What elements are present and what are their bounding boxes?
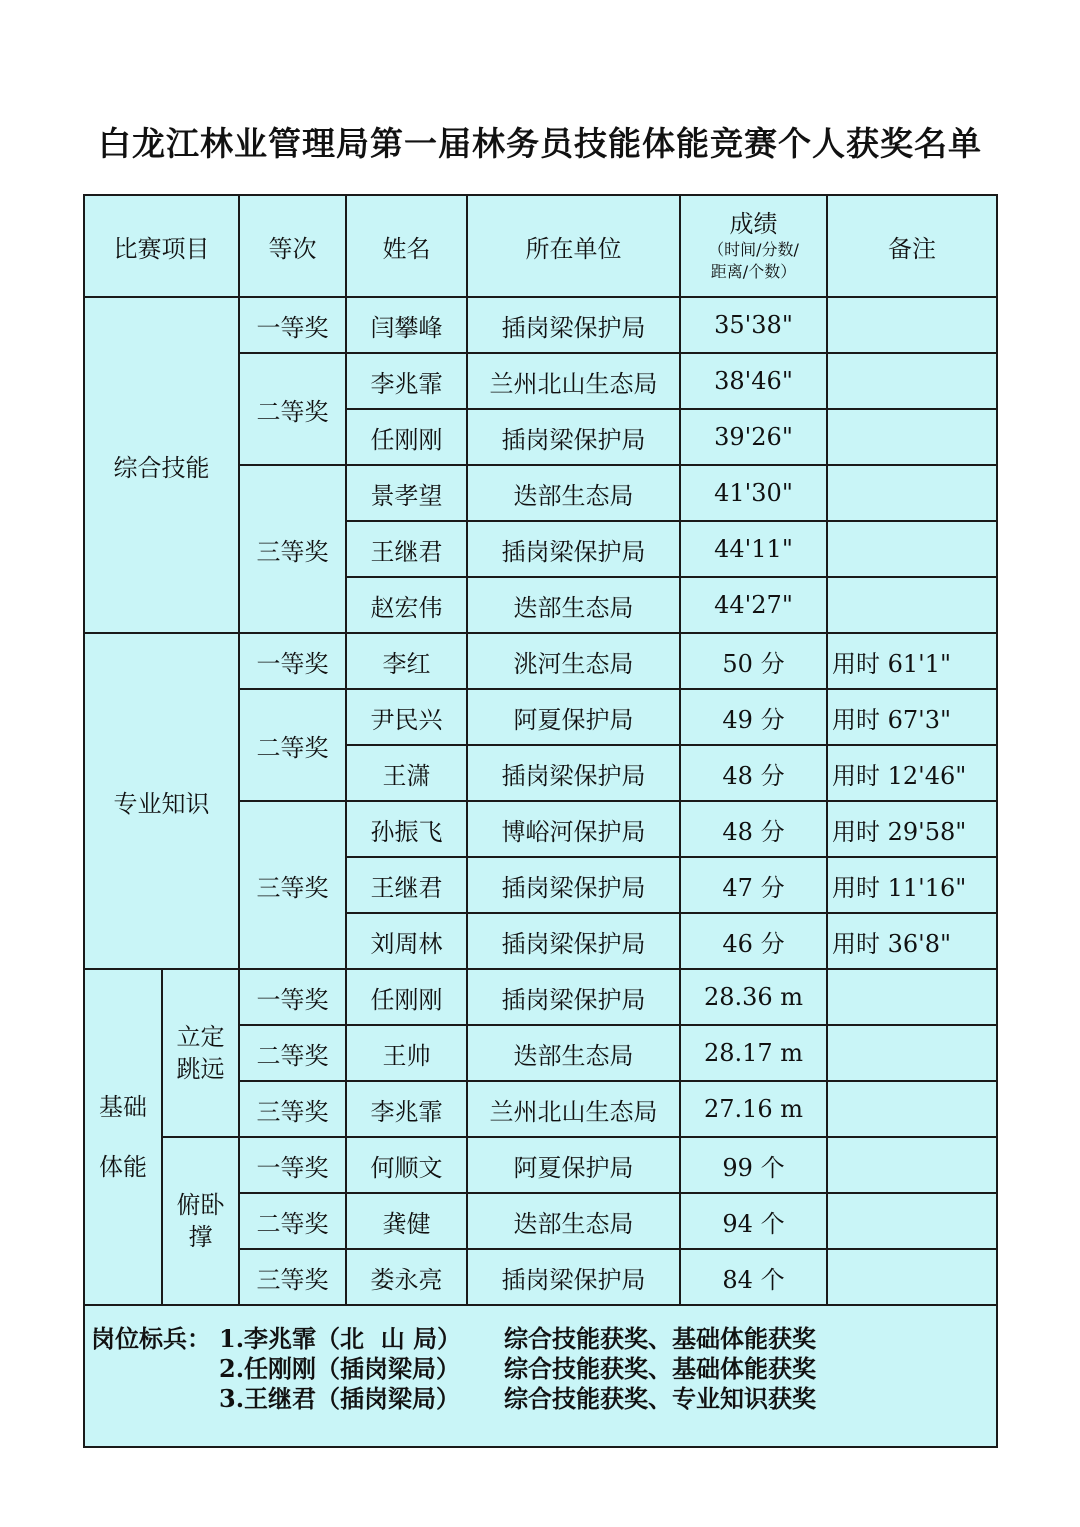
name-cell: 王帅	[346, 1025, 467, 1081]
awards-table	[83, 194, 998, 1448]
score-cell: 50 分	[680, 633, 827, 689]
note-cell: 用时 61'1"	[827, 633, 997, 689]
table-row	[84, 969, 997, 1025]
header-rank: 等次	[239, 195, 346, 297]
subcategory-long-jump-line1: 立定	[176, 1023, 225, 1051]
unit-cell: 插岗梁保护局	[467, 857, 680, 913]
page-title: 白龙江林业管理局第一届林务员技能体能竞赛个人获奖名单	[98, 124, 982, 163]
score-cell: 27.16 m	[680, 1081, 827, 1137]
footer-item-desc: 综合技能获奖、基础体能获奖	[504, 1324, 816, 1353]
footer-line	[91, 1324, 996, 1354]
category-basic-line2: 体能	[99, 1153, 147, 1181]
note-cell: 用时 36'8"	[827, 913, 997, 969]
subcategory-pushups-line2: 撑	[188, 1223, 213, 1251]
footer-item-name: 2.任刚刚（插岗梁局）	[219, 1354, 461, 1383]
header-unit: 所在单位	[467, 195, 680, 297]
name-cell: 李红	[346, 633, 467, 689]
note-cell	[827, 409, 997, 465]
table-row	[84, 633, 997, 689]
category-comprehensive: 综合技能	[84, 297, 239, 633]
score-cell: 46 分	[680, 913, 827, 969]
note-cell	[827, 465, 997, 521]
subcategory-long-jump-line2: 跳远	[176, 1055, 225, 1083]
subcategory-pushups	[162, 1137, 239, 1305]
score-cell: 49 分	[680, 689, 827, 745]
header-event: 比赛项目	[84, 195, 239, 297]
category-basic-line1: 基础	[99, 1093, 147, 1121]
unit-cell: 迭部生态局	[467, 1025, 680, 1081]
rank-cell: 三等奖	[239, 465, 346, 633]
rank-cell: 一等奖	[239, 633, 346, 689]
footer-line	[91, 1384, 996, 1414]
score-cell: 41'30"	[680, 465, 827, 521]
rank-cell: 二等奖	[239, 1025, 346, 1081]
subcategory-long-jump	[162, 969, 239, 1137]
footer-item-desc: 综合技能获奖、基础体能获奖	[504, 1354, 816, 1383]
unit-cell: 插岗梁保护局	[467, 409, 680, 465]
rank-cell: 一等奖	[239, 1137, 346, 1193]
table-row	[84, 297, 997, 353]
unit-cell: 插岗梁保护局	[467, 745, 680, 801]
header-score	[680, 195, 827, 297]
score-cell: 44'11"	[680, 521, 827, 577]
note-cell	[827, 521, 997, 577]
note-cell: 用时 29'58"	[827, 801, 997, 857]
score-cell: 28.36 m	[680, 969, 827, 1025]
footer-item-name: 1.李兆霏（北 山 局）	[219, 1324, 462, 1353]
rank-cell: 三等奖	[239, 1081, 346, 1137]
note-cell: 用时 11'16"	[827, 857, 997, 913]
name-cell: 景孝望	[346, 465, 467, 521]
footer-line	[91, 1354, 996, 1384]
note-cell	[827, 353, 997, 409]
name-cell: 何顺文	[346, 1137, 467, 1193]
score-cell: 94 个	[680, 1193, 827, 1249]
score-cell: 38'46"	[680, 353, 827, 409]
unit-cell: 迭部生态局	[467, 577, 680, 633]
footer-label: 岗位标兵：	[91, 1324, 211, 1353]
name-cell: 李兆霏	[346, 1081, 467, 1137]
unit-cell: 插岗梁保护局	[467, 521, 680, 577]
category-professional: 专业知识	[84, 633, 239, 969]
name-cell: 尹民兴	[346, 689, 467, 745]
unit-cell: 阿夏保护局	[467, 689, 680, 745]
rank-cell: 二等奖	[239, 689, 346, 801]
name-cell: 孙振飞	[346, 801, 467, 857]
table-header-row	[84, 195, 997, 297]
rank-cell: 三等奖	[239, 1249, 346, 1305]
rank-cell: 二等奖	[239, 353, 346, 465]
score-cell: 47 分	[680, 857, 827, 913]
name-cell: 任刚刚	[346, 409, 467, 465]
name-cell: 王潇	[346, 745, 467, 801]
name-cell: 王继君	[346, 857, 467, 913]
header-score-main: 成绩	[729, 210, 778, 238]
name-cell: 李兆霏	[346, 353, 467, 409]
rank-cell: 一等奖	[239, 297, 346, 353]
rank-cell: 一等奖	[239, 969, 346, 1025]
header-note: 备注	[827, 195, 997, 297]
name-cell: 闫攀峰	[346, 297, 467, 353]
table-footer-row	[84, 1305, 997, 1447]
name-cell: 龚健	[346, 1193, 467, 1249]
score-cell: 48 分	[680, 745, 827, 801]
name-cell: 娄永亮	[346, 1249, 467, 1305]
model-workers-footer	[84, 1305, 997, 1447]
note-cell	[827, 969, 997, 1025]
unit-cell: 迭部生态局	[467, 465, 680, 521]
score-cell: 44'27"	[680, 577, 827, 633]
name-cell: 刘周林	[346, 913, 467, 969]
unit-cell: 博峪河保护局	[467, 801, 680, 857]
rank-cell: 三等奖	[239, 801, 346, 969]
name-cell: 任刚刚	[346, 969, 467, 1025]
note-cell	[827, 1137, 997, 1193]
unit-cell: 兰州北山生态局	[467, 353, 680, 409]
subcategory-pushups-line1: 俯卧	[176, 1191, 225, 1219]
name-cell: 王继君	[346, 521, 467, 577]
header-score-sub1: （时间/分数/	[708, 240, 799, 259]
rank-cell: 二等奖	[239, 1193, 346, 1249]
header-name: 姓名	[346, 195, 467, 297]
unit-cell: 插岗梁保护局	[467, 297, 680, 353]
header-score-sub2: 距离/个数）	[710, 262, 797, 281]
score-cell: 84 个	[680, 1249, 827, 1305]
unit-cell: 插岗梁保护局	[467, 913, 680, 969]
note-cell	[827, 1025, 997, 1081]
score-cell: 39'26"	[680, 409, 827, 465]
table-row	[84, 1137, 997, 1193]
score-cell: 35'38"	[680, 297, 827, 353]
note-cell	[827, 1193, 997, 1249]
note-cell	[827, 1249, 997, 1305]
note-cell	[827, 297, 997, 353]
category-basic-fitness	[84, 969, 162, 1305]
footer-item-desc: 综合技能获奖、专业知识获奖	[504, 1384, 816, 1413]
unit-cell: 兰州北山生态局	[467, 1081, 680, 1137]
score-cell: 48 分	[680, 801, 827, 857]
note-cell: 用时 12'46"	[827, 745, 997, 801]
unit-cell: 洮河生态局	[467, 633, 680, 689]
unit-cell: 迭部生态局	[467, 1193, 680, 1249]
score-cell: 28.17 m	[680, 1025, 827, 1081]
note-cell: 用时 67'3"	[827, 689, 997, 745]
note-cell	[827, 1081, 997, 1137]
unit-cell: 插岗梁保护局	[467, 1249, 680, 1305]
unit-cell: 插岗梁保护局	[467, 969, 680, 1025]
footer-item-name: 3.王继君（插岗梁局）	[219, 1384, 461, 1413]
name-cell: 赵宏伟	[346, 577, 467, 633]
unit-cell: 阿夏保护局	[467, 1137, 680, 1193]
score-cell: 99 个	[680, 1137, 827, 1193]
note-cell	[827, 577, 997, 633]
